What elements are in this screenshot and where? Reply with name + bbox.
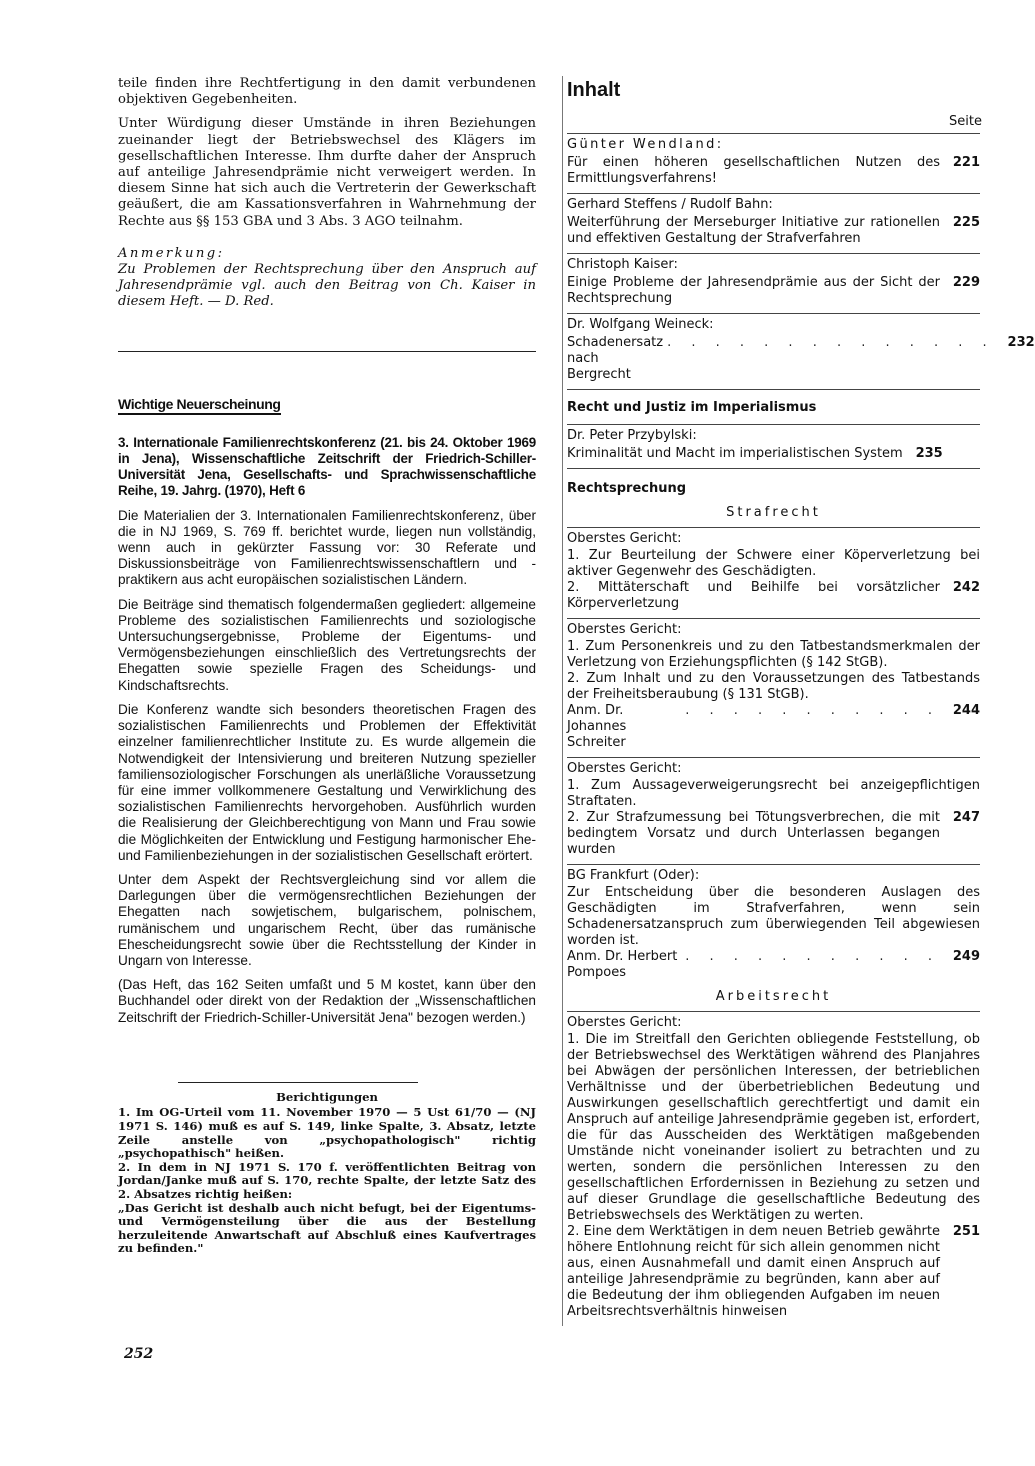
toc-rule [567,424,980,425]
toc-entry-title: Zur Entscheidung über die besonderen Auslagen des Geschädigten im Strafverfahren, wenn sein Schadenersatzanspruch zum überwiegenden Teil abgewiesen worden ist. [567,885,980,948]
toc-court: Oberstes Gericht: [567,531,682,546]
toc-entry [567,761,980,858]
toc-entry-title: 1. Die im Streitfall den Gerichten obliegende Feststellung, ob der Betriebswechsel des Werktätigen während des Planjahres bei Abwägen der persönlichen Interessen, der betrieblichen Verhältnisse und der überbetrieblichen Bedeutung und Auswirkungen gesellschaftlich gerechtfertigt und damit ein Anspruch auf anteilige Jahresendprämie gegeben ist, erfordert, die für das Ausscheiden des Werktätigen maßgebenden Umstände nicht voneinander isoliert zu betrachten und zu werten, sondern die persönlichen Interessen zu den gesellschaftlichen Erfordernissen in Beziehung zu setzen und auf dieser Grundlage die gesellschaftliche Bedeutung des Betriebswechsels des Werktätigen zu werten. [567,1032,980,1223]
toc-court: BG Frankfurt (Oder): [567,868,700,883]
toc-entry-title: 2. Zum Inhalt und zu den Voraussetzungen des Tatbestands der Freiheitsberaubung (§ 131 StGB). [567,671,980,702]
section-rule [178,1082,418,1083]
toc-entry-title: 2. Zur Strafzumessung bei Tötungsverbrechen, die mit bedingtem Vorsatz und durch Unterlassen begangen wurden [567,810,940,857]
toc-entry [567,531,980,612]
paragraph: Unter Würdigung dieser Umstände in ihren Beziehungen zueinander liegt der Betriebswechsel des Klägers im gesellschaftlichen Interesse. Ihm durfte daher der Anspruch auf anteilige Jahresendprämie nicht verweigert werden. In diesem Sinne hat sich auch die Vertreterin der Gewerkschaft geäußert, die am Kassationsverfahren in Wahrnehmung der Rechte aus §§ 153 GBA und 3 Abs. 3 AGO teilnahm. [118,116,536,229]
toc-rule [567,133,980,134]
toc-entry [567,868,980,981]
toc-entry-title: Weiterführung der Merseburger Initiative zur rationellen und effektiven Gestaltung der Strafverfahren [567,215,940,246]
toc-page: 235 [915,446,943,461]
anmerkung [118,246,536,311]
toc-page: 249 [952,949,980,964]
toc-leader: . . . . . . . . . . . [685,949,940,964]
paragraph: Unter dem Aspekt der Rechtsvergleichung sind vor allem die Darlegungen über die vermögensrechtlichen Beziehungen der Ehegatten nach sowjetischem, bulgarischem, polnischem, rumänischem und ungarischem Recht, über das rumänische Ehescheidungsrecht sowie über die Rechtsstellung der Kinder in Ungarn von Interesse. [118,871,536,968]
toc-rule [567,527,980,528]
toc-entry-title: 1. Zum Aussageverweigerungsrecht bei anzeigepflichtigen Straftaten. [567,778,980,809]
anmerkung-label: Anmerkung: [118,245,225,261]
anmerkung-text: Zu Problemen der Rechtsprechung über den Anspruch auf Jahresendprämie vgl. auch den Beitrag von Ch. Kaiser in diesem Heft. — D. Red. [118,262,536,310]
toc-page: 244 [952,703,980,718]
toc-section-heading: Rechtsprechung [567,481,687,496]
toc-entry [567,428,980,462]
section-heading: Wichtige Neuerscheinung [118,396,281,415]
berichtigungen [118,1091,536,1256]
toc-entry [567,1015,980,1320]
toc-rule [567,313,980,314]
toc-page: 251 [952,1224,980,1239]
toc-page: 229 [952,275,980,290]
berichtigungen-heading: Berichtigungen [276,1089,378,1104]
toc-author: Dr. Peter Przybylski: [567,428,697,443]
correction-quote: „Das Gericht ist deshalb auch nicht befugt, bei der Eigentums- und Vermögensteilung über die aus der Bestellung herzuleitende Anwartschaft auf Abschluß eines Kaufvertrages zu befinden." [118,1200,536,1256]
toc-court: Oberstes Gericht: [567,1015,682,1030]
toc-entry-title: Kriminalität und Macht im imperialistischen System [567,446,903,461]
correction-item: 2. In dem in NJ 1971 S. 170 f. veröffentlichten Beitrag von Jordan/Janke muß auf S. 170, rechte Spalte, der letzte Satz des 2. Absatzes richtig heißen: [118,1159,536,1201]
toc-entry [567,622,980,751]
toc-leader: . . . . . . . . . . . [685,703,940,718]
toc-page: 242 [952,580,980,595]
toc-author: Günter Wendland: [567,137,724,152]
toc-entry-title: 2. Eine dem Werktätigen in dem neuen Betrieb gewährte höhere Entlohnung reicht für sich allein genommen nicht aus, einen Ausnahmefall und damit einen Anspruch auf anteilige Jahresendprämie zu begründen, kann aber auf die Bedeutung der ihm obliegenden Aufgaben im neuen Arbeitsrechtsverhältnis hinweisen [567,1224,940,1319]
neuerscheinung-section [118,396,536,1026]
toc-section-heading: Recht und Justiz im Imperialismus [567,400,817,415]
toc-rule [567,253,980,254]
paragraph: Die Beiträge sind thematisch folgendermaßen gegliedert: allgemeine Probleme des sozialistischen Familienrechts und soziologische Untersuchungsergebnisse, Probleme der Eigentums- und Vermögensbeziehungen einschließlich des Vertretungsrechts der Ehegatten sowie spezielle Fragen des Scheidungs- und Kindschaftsrechts. [118,596,536,693]
toc-entry [567,317,1035,383]
toc-rule [567,1011,980,1012]
toc-author: Gerhard Steffens / Rudolf Bahn: [567,197,773,212]
toc-rule [567,193,980,194]
toc-title: Inhalt [567,79,621,101]
toc-subsection: Strafrecht [726,505,821,520]
paragraph: Die Konferenz wandte sich besonders theoretischen Fragen des sozialistischen Familienrechts und Problemen der Effektivität einzelner familienrechtlicher Institute zu. Es wurde allgemein die Notwendigkeit der Intensivierung und breiteren Nutzung spezieller familiensoziologischer Forschungen als unerläßliche Voraussetzung für eine immer vollkommenere Gestaltung und Verwirklichung des sozialistischen Familienrechts hervorgehoben. Ausführlich wurden die Realisierung der Gleichberechtigung von Mann und Frau sowie die Möglichkeiten der Entwicklung und Festigung harmonischer Ehe- und Familienbeziehungen in der sozialistischen Gesellschaft erörtert. [118,701,536,863]
toc-court: Oberstes Gericht: [567,622,682,637]
seite-label: Seite [949,114,982,129]
paragraph: Die Materialien der 3. Internationalen Familienrechtskonferenz, über die in NJ 1969, S. 769 ff. berichtet wurde, liegen nun vollständig, wenn auch in gekürzter Fassung vor: 30 Referate und Diskussionsbeiträge von Familienrechtswissenschaftlern und -praktikern aus acht europäischen sozialistischen Ländern. [118,507,536,588]
toc-entry-title: Einige Probleme der Jahresendprämie aus der Sicht der Rechtsprechung [567,275,940,306]
toc-page: 221 [952,155,980,170]
toc-entry-title: 1. Zum Personenkreis und zu den Tatbestandsmerkmalen der Verletzung von Erziehungspflichten (§ 142 StGB). [567,639,980,670]
section-rule [118,351,536,352]
toc-page: 225 [952,215,980,230]
toc-page: 247 [952,810,980,825]
toc-author: Dr. Wolfgang Weineck: [567,317,714,332]
toc-entry-title: 1. Zur Beurteilung der Schwere einer Köperverletzung bei aktiver Gegenwehr des Geschädigten. [567,548,980,579]
toc-entry-title: 2. Mittäterschaft und Beihilfe bei vorsätzlicher Körperverletzung [567,580,940,611]
toc-entry [567,197,980,247]
toc-annotation: Anm. Dr. Johannes Schreiter [567,703,627,750]
toc-leader: . . . . . . . . . . . . . . [667,335,995,350]
toc-rule [567,757,980,758]
column-divider [562,76,563,1326]
table-of-contents [567,76,1035,1326]
toc-entry-title: Für einen höheren gesellschaftlichen Nutzen des Ermittlungsverfahrens! [567,155,940,186]
correction-item: 1. Im OG-Urteil vom 11. November 1970 — 5 Ust 61/70 — (NJ 1971 S. 146) muß es auf S. 149, linke Spalte, 3. Absatz, letzte Zeile anstelle von „psychopathologisch" richtig „psychopathisch" heißen. [118,1105,536,1161]
toc-rule [567,468,980,469]
toc-annotation: Anm. Dr. Herbert Pompoes [567,949,678,980]
toc-entry [567,257,980,307]
paragraph: (Das Heft, das 162 Seiten umfaßt und 5 M kostet, kann über den Buchhandel oder direkt von der Redaktion der „Wissenschaftlichen Zeitschrift der Friedrich-Schiller-Universität Jena" bezogen werden.) [118,977,536,1025]
book-title: 3. Internationale Familienrechtskonferenz (21. bis 24. Oktober 1969 in Jena), Wissenschaftliche Zeitschrift der Friedrich-Schiller-Universität Jena, Gesellschafts- und Sprachwissenschaftliche Reihe, 19. Jahrg. (1970), Heft 6 [118,434,536,499]
left-column [118,76,536,1256]
toc-rule [567,618,980,619]
page-number: 252 [124,1346,154,1362]
toc-entry-title: Schadenersatz nach Bergrecht [567,335,664,382]
toc-rule [567,864,980,865]
toc-court: Oberstes Gericht: [567,761,682,776]
toc-rule [567,389,980,390]
paragraph: teile finden ihre Rechtfertigung in den damit verbundenen objektiven Gegebenheiten. [118,76,536,108]
toc-author: Christoph Kaiser: [567,257,678,272]
toc-entry [567,137,980,187]
toc-page: 232 [1007,335,1035,350]
toc-subsection: Arbeitsrecht [715,989,832,1004]
